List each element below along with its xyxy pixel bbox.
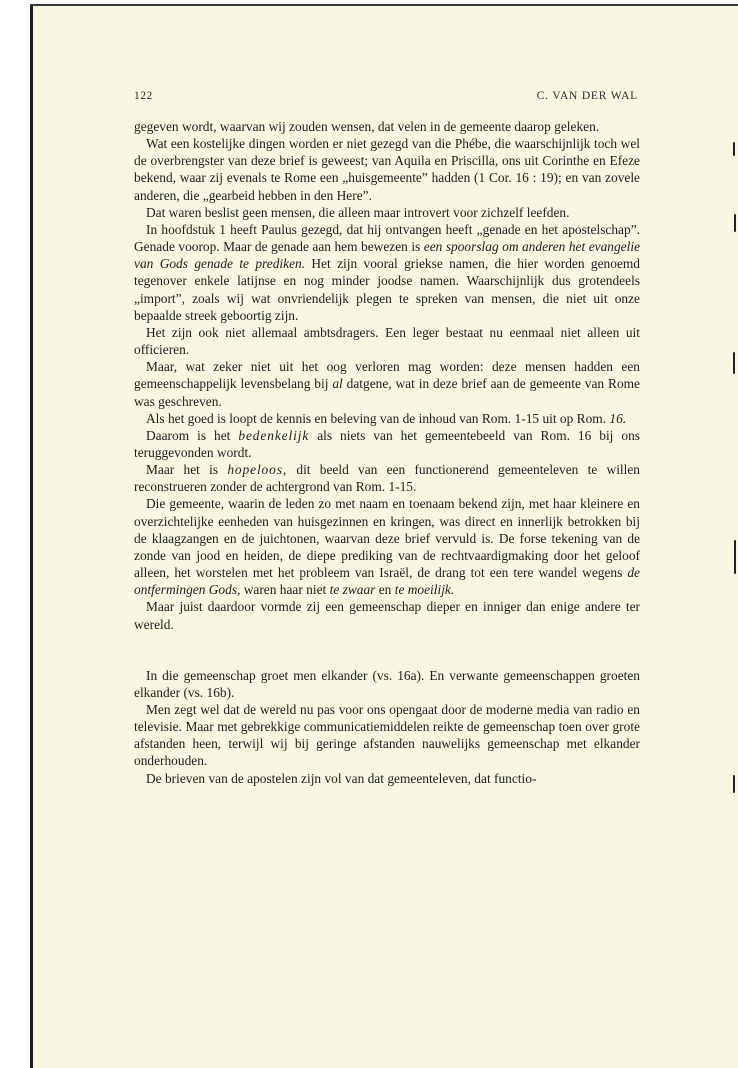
emphasis: te moeilijk.: [394, 582, 455, 598]
paragraph: Het zijn ook niet allemaal ambtsdragers. Een leger bestaat nu eenmaal niet alleen uit officieren.: [134, 324, 640, 358]
paragraph: Maar, wat zeker niet uit het oog verloren mag worden: deze mensen hadden een gemeenschappelijk levensbelang bij al datgene, wat in deze brief aan de gemeente van Rome was geschreven.: [134, 359, 641, 409]
scan-mark: [733, 142, 735, 156]
paragraph: Maar juist daardoor vormde zij een gemeenschap dieper en inniger dan enige andere ter wereld.: [134, 599, 640, 632]
emphasis: 16.: [609, 410, 627, 426]
running-head: [134, 90, 638, 106]
emphasis: te zwaar: [329, 582, 376, 598]
paragraph: Dat waren beslist geen mensen, die alleen maar introvert voor zichzelf leefden.: [146, 204, 570, 220]
body-text: [134, 118, 640, 787]
page-top-edge: [30, 4, 738, 6]
section-break: [134, 633, 640, 667]
emphasis: al: [332, 376, 343, 392]
page-spine-shadow: [30, 6, 33, 1068]
paragraph: Men zegt wel dat de wereld nu pas voor ons opengaat door de moderne media van radio en televisie. Maar met gebrekkige communicatiemiddelen reikte de gemeenschap toen over grote afstanden heen, terwijl wij bij geringe afstanden nauwelijks gemeenschap met elkander onderhouden.: [134, 702, 640, 769]
paragraph: Daarom is het bedenkelijk als niets van het gemeentebeeld van Rom. 16 bij ons teruggevonden wordt.: [134, 427, 640, 460]
scan-mark: [734, 214, 736, 232]
page-number: 122: [134, 90, 153, 102]
scan-mark: [733, 775, 735, 793]
scan-mark: [733, 352, 735, 374]
emphasis: hopeloos,: [227, 462, 288, 478]
scan-mark: [734, 540, 736, 574]
paragraph: Maar het is hopeloos, dit beeld van een functionerend gemeenteleven te willen reconstrueren zonder de achtergrond van Rom. 1-15.: [134, 462, 640, 495]
paragraph: Wat een kostelijke dingen worden er niet gezegd van die Phébe, die waarschijnlijk toch wel de overbrengster van deze brief is geweest; van Aquila en Priscilla, ons uit Corinthe en Efeze bekend, waar zij evenals te Rome een „huisgemeente” hadden (1 Cor. 16 : 19); en van zovele anderen, die „gearbeid hebben in den Here”.: [134, 136, 640, 203]
paragraph: In die gemeenschap groet men elkander (vs. 16a). En verwante gemeenschappen groeten elkander (vs. 16b).: [134, 667, 640, 700]
running-head-author: C. VAN DER WAL: [536, 90, 638, 102]
emphasis: de ontfermingen Gods,: [134, 565, 640, 598]
paragraph: De brieven van de apostelen zijn vol van dat gemeenteleven, dat functio-: [146, 770, 537, 786]
paragraph: Als het goed is loopt de kennis en beleving van de inhoud van Rom. 1-15 uit op Rom. 16.: [146, 410, 627, 426]
emphasis: bedenkelijk: [238, 427, 310, 443]
paragraph: Die gemeente, waarin de leden zo met naam en toenaam bekend zijn, met haar kleinere en overzichtelijke eenheden van huisgezinnen en kringen, was direct en innerlijk betrokken bij de klaagzangen en de juichtonen, waarvan deze brief vervuld is. De forse tekening van de zonde van jood en heiden, de diepe prediking van de rechtvaardigmaking door het geloof alleen, het worstelen met het probleem van Israël, de drang tot een tere wandel wegens de ontfermingen Gods, waren haar niet te zwaar en te moeilijk.: [134, 496, 640, 598]
paragraph: In hoofdstuk 1 heeft Paulus gezegd, dat hij ontvangen heeft „genade en het apostelschap”. Genade voorop. Maar de genade aan hem bewezen is een spoorslag om anderen het evangelie van Gods genade te prediken. Het zijn vooral griekse namen, die hier worden genoemd tegenover enkele latijnse en nog minder joodse namen. Waarschijnlijk dus grotendeels „import”, zoals wij wat onvriendelijk plegen te spreken van mensen, die niet uit onze bepaalde streek geboortig zijn.: [134, 221, 640, 323]
paragraph: gegeven wordt, waarvan wij zouden wensen, dat velen in de gemeente daarop geleken.: [134, 119, 600, 134]
emphasis: een spoorslag om anderen het evangelie van Gods genade te prediken.: [134, 239, 640, 272]
